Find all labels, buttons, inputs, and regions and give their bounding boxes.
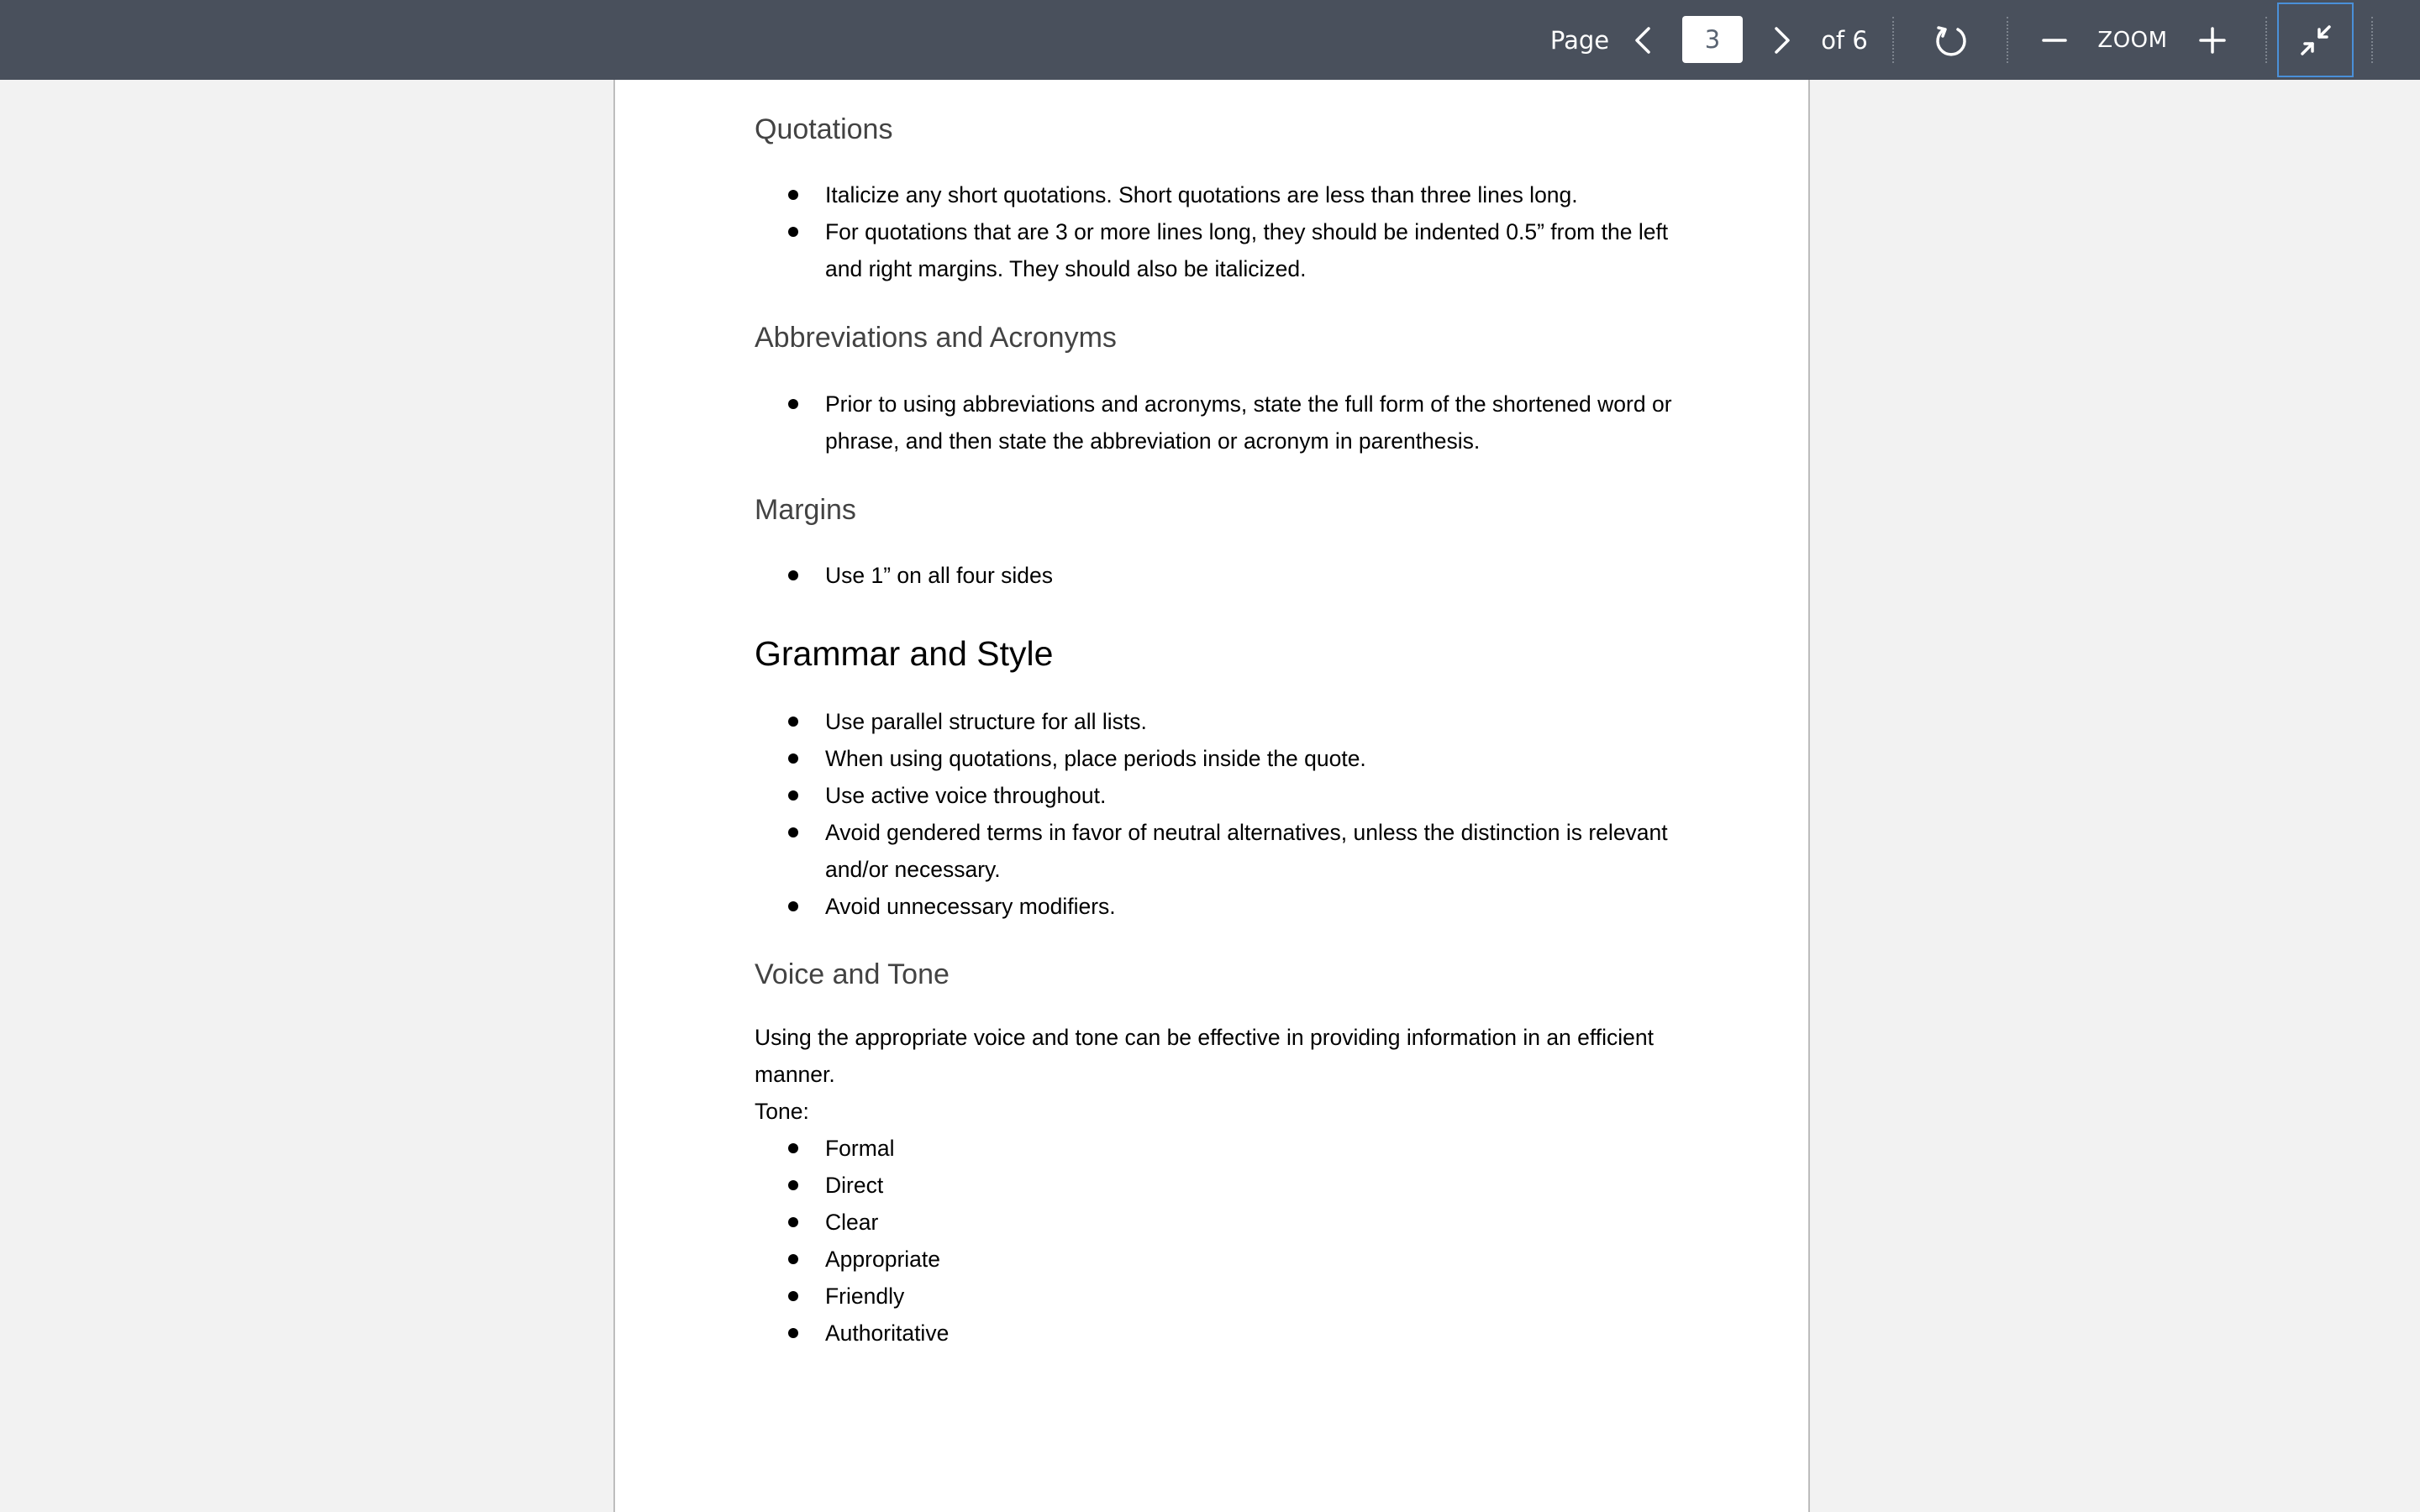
list-item: Use parallel structure for all lists. [825,709,1147,734]
zoom-out-button[interactable] [2033,0,2075,80]
section-heading-quotations: Quotations [755,113,893,145]
bullet-icon [788,717,798,727]
list-item: Avoid unnecessary modifiers. [825,894,1116,919]
bullet-icon [788,1143,798,1153]
exit-fullscreen-button[interactable] [2277,3,2354,77]
page-label: Page [1549,25,1610,55]
bullet-icon [788,1217,798,1227]
list-item: Formal [825,1136,895,1161]
list-item: Prior to using abbreviations and acronyms, state the full form of the shortened word or [825,391,1672,417]
section-heading-margins: Margins [755,494,856,526]
bullet-icon [788,1254,798,1264]
bullet-icon [788,1180,798,1190]
list-item: Clear [825,1210,879,1235]
page-number-input[interactable] [1682,16,1743,63]
toolbar-divider [2007,17,2008,63]
section-heading-grammar: Grammar and Style [755,634,1054,673]
list-item-continuation: and/or necessary. [825,857,1001,882]
plus-icon [2199,27,2226,54]
list-item: Direct [825,1173,884,1198]
rotate-button[interactable] [1926,0,1976,80]
tone-label: Tone: [755,1099,809,1124]
bullet-icon [788,190,798,200]
paragraph: Using the appropriate voice and tone can be effective in providing information in an efficient [755,1025,1655,1050]
list-item: Use active voice throughout. [825,783,1107,808]
list-item: When using quotations, place periods inside the quote. [825,746,1366,771]
zoom-label: ZOOM [2097,27,2168,53]
bullet-icon [788,227,798,237]
bullet-icon [788,570,798,580]
chevron-left-icon [1634,26,1652,55]
toolbar-divider [1892,17,1894,63]
section-heading-abbreviations: Abbreviations and Acronyms [755,322,1117,354]
toolbar-divider [2265,17,2267,63]
list-item: Avoid gendered terms in favor of neutral alternatives, unless the distinction is relevant [825,820,1668,845]
collapse-icon [2299,24,2333,57]
bullet-icon [788,1291,798,1301]
minus-icon [2042,28,2067,53]
list-item: Italicize any short quotations. Short quotations are less than three lines long. [825,182,1578,207]
list-item: For quotations that are 3 or more lines long, they should be indented 0.5” from the left [825,219,1669,244]
section-heading-voice-tone: Voice and Tone [755,958,950,990]
pdf-toolbar [0,0,2420,80]
bullet-icon [788,753,798,764]
toolbar-divider [2371,17,2373,63]
bullet-icon [788,827,798,837]
list-item-continuation: phrase, and then state the abbreviation or acronym in parenthesis. [825,428,1481,454]
bullet-icon [788,399,798,409]
list-item-continuation: and right margins. They should also be italicized. [825,256,1307,281]
bullet-icon [788,901,798,911]
total-pages: of 6 [1821,25,1868,55]
previous-page-button[interactable] [1622,0,1664,80]
bullet-icon [788,1328,798,1338]
list-item: Authoritative [825,1320,950,1346]
chevron-right-icon [1773,26,1791,55]
list-item: Friendly [825,1284,905,1309]
list-item: Use 1” on all four sides [825,563,1054,588]
list-item: Appropriate [825,1247,941,1272]
bullet-icon [788,790,798,801]
zoom-in-button[interactable] [2191,0,2233,80]
rotate-icon [1933,23,1969,58]
next-page-button[interactable] [1761,0,1803,80]
paragraph-continuation: manner. [755,1062,835,1087]
